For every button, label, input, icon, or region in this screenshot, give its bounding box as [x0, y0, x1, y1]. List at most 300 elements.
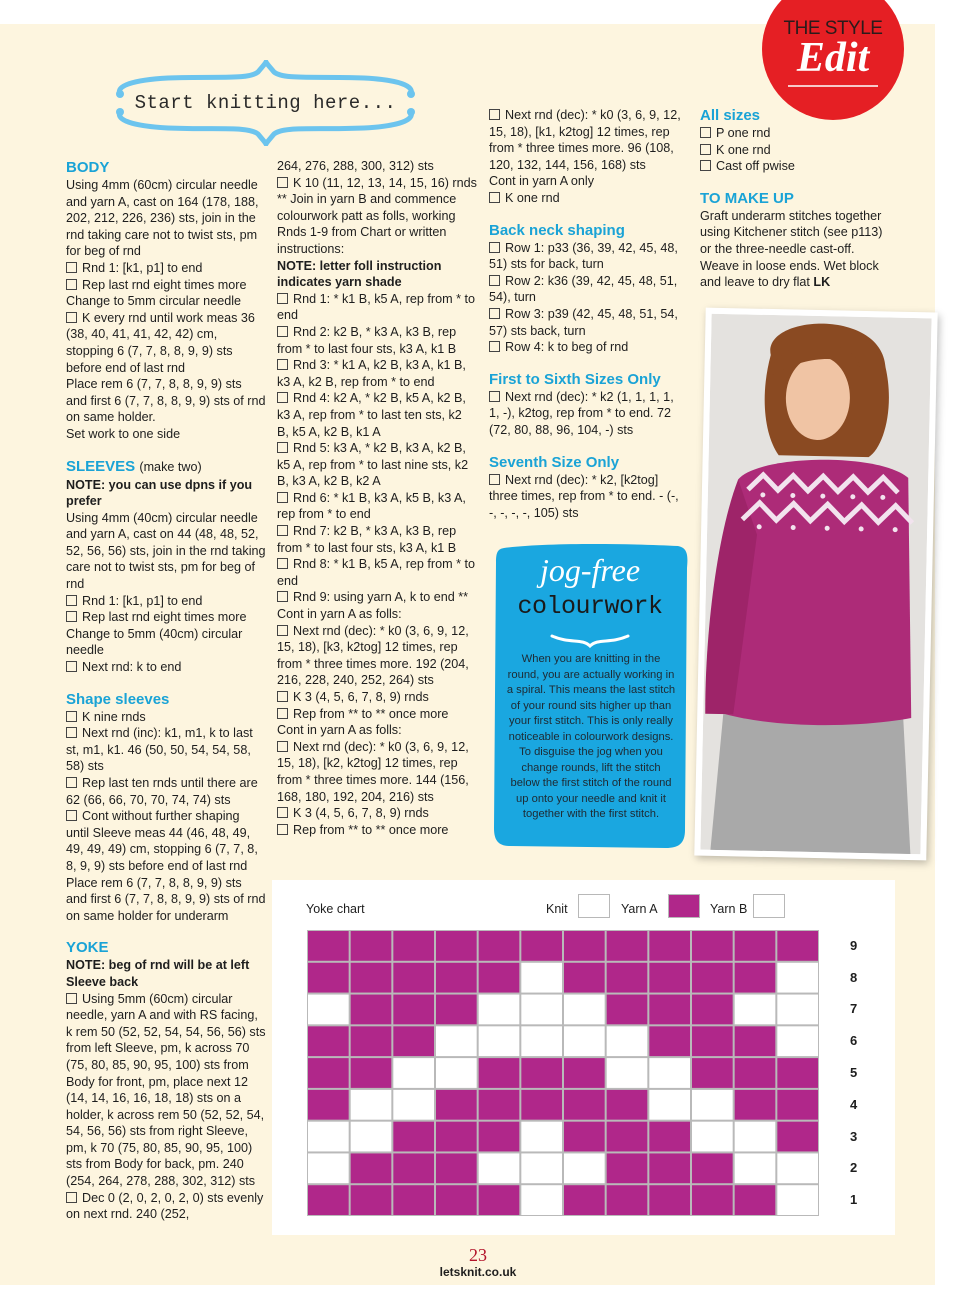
legend-label-yarn-b: Yarn B — [710, 902, 748, 916]
instruction-text: Rnd 1: * k1 B, k5 A, rep from * to end — [277, 291, 475, 323]
checkbox-icon[interactable] — [489, 341, 500, 352]
chart-cell-yarn-a — [692, 931, 733, 961]
instruction-line — [66, 725, 266, 775]
banner-text: Start knitting here... — [134, 92, 397, 114]
chart-cell-yarn-a — [692, 1153, 733, 1183]
instruction-line — [66, 177, 266, 260]
checkbox-icon[interactable] — [66, 661, 77, 672]
chart-cell-yarn-b — [436, 1058, 477, 1088]
instruction-text: K one rnd — [505, 190, 560, 205]
instruction-text: Place rem 6 (7, 7, 8, 8, 9, 9) sts and first 6 (7, 7, 8, 8, 9, 9) sts of rnd on same holder. — [66, 377, 266, 425]
heading-first-sixth: First to Sixth Sizes Only — [489, 370, 661, 388]
instruction-list — [66, 709, 266, 925]
instruction-list — [66, 991, 266, 1223]
instruction-text: K nine rnds — [82, 709, 146, 724]
chart-cell-yarn-a — [607, 931, 648, 961]
chart-cell-yarn-a — [649, 1153, 690, 1183]
instruction-line — [700, 142, 896, 159]
chart-cell-yarn-a — [607, 1153, 648, 1183]
chart-cell-yarn-a — [607, 995, 648, 1025]
instruction-text: K every rnd until work meas 36 (38, 40, 41, 41, 42, 42) cm, stopping 6 (7, 7, 8, 8, 9, 9) sts before end of last rnd — [66, 310, 255, 375]
jog-title-type: colourwork — [517, 592, 663, 621]
instruction-text: Dec 0 (2, 0, 2, 0, 2, 0) sts evenly on next rnd. 240 (252, — [66, 1190, 264, 1222]
column-2 — [277, 158, 477, 838]
instruction-line — [277, 523, 477, 556]
chart-cell-yarn-a — [777, 1090, 818, 1120]
checkbox-icon[interactable] — [277, 591, 288, 602]
chart-row-label: 3 — [850, 1128, 858, 1144]
instruction-line — [277, 822, 477, 839]
jog-title-script: jog-free — [539, 552, 641, 588]
instruction-line — [489, 472, 685, 522]
instruction-line — [277, 589, 477, 606]
instruction-line — [277, 158, 477, 175]
chart-cell-yarn-a — [351, 1058, 392, 1088]
instruction-text: Using 4mm (40cm) circular needle and yarn A, cast on 44 (48, 48, 52, 52, 56, 56) sts, join in the rnd taking care not to twist sts, pm for beg of rnd — [66, 510, 266, 592]
chart-cell-yarn-b — [564, 1153, 605, 1183]
chart-cell-yarn-b — [649, 1058, 690, 1088]
chart-cell-yarn-a — [436, 1122, 477, 1152]
instruction-text: Rnd 3: * k1 A, k2 B, k3 A, k1 B, k3 A, k2 B, rep from * to end — [277, 358, 466, 389]
instruction-text: Next rnd: k to end — [82, 660, 182, 675]
instruction-line — [277, 623, 477, 689]
instruction-text: Using 5mm (60cm) circular needle, yarn A and with RS facing, k rem 50 (52, 52, 54, 54, 56, 56) sts from left Sleeve, pm, k across 70 (75, 80, 85, 90, 95, 100) sts from Body for front, pm, place next 12 (14, 14, 16, 16, 18, 18) sts on a holder, k across rem 50 (52, 52, 54, 54, 56, 56) sts from right Sleeve, pm, k 70 (75, 80, 85, 90, 95, 100) sts from Body for back, pm. 240 (254, 264, 278, 288, 302, 312) sts — [66, 991, 266, 1189]
chart-cell-yarn-b — [607, 1026, 648, 1056]
chart-row-label: 1 — [850, 1192, 858, 1208]
chart-cell-yarn-a — [649, 1026, 690, 1056]
instruction-text: Using 4mm (60cm) circular needle and yarn A, cast on 164 (178, 188, 202, 212, 226, 236) sts, join in the rnd taking care not to twist sts, pm for beg of rnd — [66, 178, 259, 259]
chart-cell-yarn-b — [351, 1090, 392, 1120]
chart-cell-yarn-b — [607, 1058, 648, 1088]
chart-cell-yarn-b — [479, 1153, 520, 1183]
chart-cell-yarn-a — [777, 1122, 818, 1152]
chart-cell-yarn-b — [308, 1122, 349, 1152]
make-up-text — [700, 208, 896, 291]
instruction-line — [277, 722, 477, 739]
checkbox-icon[interactable] — [277, 492, 288, 503]
make-up-body: Graft underarm stitches together using Kitchener stitch (see p113) or the three-needle cast-off. Weave in loose ends. Wet block and leave to dry flat — [700, 208, 883, 290]
instruction-line — [277, 440, 477, 490]
instruction-text: Rep from ** to ** once more — [293, 706, 449, 721]
chart-cell-yarn-a — [735, 1185, 776, 1215]
checkbox-icon[interactable] — [277, 177, 288, 188]
instruction-line — [66, 875, 266, 925]
chart-cell-yarn-a — [607, 1185, 648, 1215]
site-url: letsknit.co.uk — [439, 1265, 517, 1279]
yoke-chart-panel — [272, 880, 895, 1235]
instruction-line — [277, 739, 477, 805]
model-photo — [694, 308, 937, 861]
chart-cell-yarn-b — [521, 963, 562, 993]
chart-cell-yarn-a — [521, 1058, 562, 1088]
checkbox-icon[interactable] — [277, 824, 288, 835]
chart-cell-yarn-a — [351, 1153, 392, 1183]
chart-cell-yarn-b — [777, 995, 818, 1025]
yoke-chart-grid — [307, 930, 819, 1216]
instruction-text: Next rnd (inc): k1, m1, k to last st, m1, k1. 46 (50, 50, 54, 54, 58, 58) sts — [66, 726, 253, 774]
chart-row-label: 2 — [850, 1160, 858, 1176]
chart-cell-yarn-b — [393, 1090, 434, 1120]
chart-cell-yarn-a — [351, 963, 392, 993]
note-letter: NOTE: letter foll instruction indicates yarn shade — [277, 258, 442, 290]
model-wearing-sweater-photo-icon — [700, 314, 931, 854]
checkbox-icon[interactable] — [700, 160, 711, 171]
instruction-line — [489, 240, 685, 273]
jog-free-tip-box — [490, 540, 690, 852]
chart-cell-yarn-a — [436, 931, 477, 961]
chart-cell-yarn-a — [308, 1185, 349, 1215]
chart-cell-yarn-b — [777, 1026, 818, 1056]
checkbox-icon[interactable] — [66, 595, 77, 606]
instruction-line — [277, 689, 477, 706]
checkbox-icon[interactable] — [277, 807, 288, 818]
checkbox-icon[interactable] — [277, 392, 288, 403]
chart-cell-yarn-b — [564, 1026, 605, 1056]
chart-row-label: 6 — [850, 1033, 858, 1049]
chart-row-label: 9 — [850, 937, 858, 953]
chart-cell-yarn-a — [692, 1058, 733, 1088]
jog-body-text: When you are knitting in the round, you are actually working in a spiral. This means the last stitch of your round sits higher up than your first stitch. This is only really noticeable in colourwork designs. To disguise the jog when you change rounds, lift the stitch below the first stitch of the round up onto your needle and knit it together with the first stitch. — [506, 653, 676, 820]
chart-cell-yarn-a — [393, 1026, 434, 1056]
heading-seventh: Seventh Size Only — [489, 453, 620, 471]
instruction-text: K 3 (4, 5, 6, 7, 8, 9) rnds — [293, 690, 429, 704]
instruction-text: Next rnd (dec): * k0 (3, 6, 9, 12, 15, 18), [k1, k2tog] 12 times, rep from * three times more. 96 (108, 120, 132, 144, 156, 168) sts — [489, 108, 681, 172]
checkbox-icon[interactable] — [277, 359, 288, 370]
chart-cell-yarn-b — [777, 963, 818, 993]
chart-cell-yarn-b — [479, 995, 520, 1025]
instruction-list — [66, 177, 266, 443]
chart-cell-yarn-a — [649, 995, 690, 1025]
chart-cell-yarn-a — [564, 931, 605, 961]
checkbox-icon[interactable] — [277, 326, 288, 337]
checkbox-icon[interactable] — [489, 242, 500, 253]
instruction-line — [277, 490, 477, 523]
legend-swatch-yarn-b — [753, 894, 785, 918]
instruction-text: K 3 (4, 5, 6, 7, 8, 9) rnds — [293, 806, 429, 821]
chart-cell-yarn-a — [308, 1026, 349, 1056]
instruction-line — [489, 306, 685, 339]
chart-cell-yarn-b — [308, 1153, 349, 1183]
chart-cell-yarn-a — [692, 963, 733, 993]
instruction-line — [66, 1190, 266, 1223]
instruction-line — [66, 260, 266, 277]
chart-cell-yarn-a — [393, 995, 434, 1025]
chart-cell-yarn-a — [735, 963, 776, 993]
note-yoke: NOTE: beg of rnd will be at left Sleeve back — [66, 958, 250, 989]
checkbox-icon[interactable] — [489, 391, 500, 402]
chart-cell-yarn-b — [777, 1185, 818, 1215]
checkbox-icon[interactable] — [66, 611, 77, 622]
checkbox-icon[interactable] — [66, 312, 77, 323]
chart-cell-yarn-a — [692, 995, 733, 1025]
instruction-text: Next rnd (dec): * k0 (3, 6, 9, 12, 15, 18), [k2, k2tog] 12 times, rep from * three times more. 144 (156, 168, 180, 192, 204, 216) sts — [277, 739, 469, 804]
instruction-text: K 10 (11, 12, 13, 14, 15, 16) rnds — [293, 175, 477, 190]
chart-cell-yarn-b — [564, 995, 605, 1025]
chart-cell-yarn-a — [564, 1058, 605, 1088]
chart-row-label: 8 — [850, 969, 858, 985]
instruction-line — [489, 190, 685, 207]
signoff: LK — [813, 275, 831, 290]
badge-top-text: THE STYLE — [783, 18, 883, 39]
column-3 — [489, 107, 685, 521]
chart-cell-yarn-a — [649, 963, 690, 993]
instruction-list — [277, 158, 477, 258]
instruction-text: Rep last ten rnds until there are 62 (66, 66, 70, 70, 74, 74) sts — [66, 776, 258, 807]
instruction-text: Cont without further shaping until Sleeve meas 44 (46, 48, 49, 49, 49, 49) cm, stopping 6 (7, 7, 8, 8, 9, 9) sts before end of last rnd — [66, 809, 258, 873]
chart-cell-yarn-a — [436, 963, 477, 993]
chart-cell-yarn-b — [692, 1122, 733, 1152]
chart-cell-yarn-a — [351, 931, 392, 961]
instruction-text: Cast off pwise — [716, 159, 795, 174]
chart-cell-yarn-a — [351, 995, 392, 1025]
column-1 — [66, 158, 266, 1223]
checkbox-icon[interactable] — [66, 777, 77, 788]
chart-cell-yarn-a — [521, 1090, 562, 1120]
instruction-line — [66, 775, 266, 808]
chart-cell-yarn-a — [479, 963, 520, 993]
chart-cell-yarn-a — [564, 1185, 605, 1215]
instruction-line — [66, 293, 266, 310]
chart-cell-yarn-a — [564, 1090, 605, 1120]
checkbox-icon[interactable] — [66, 279, 77, 290]
chart-cell-yarn-a — [436, 1185, 477, 1215]
instruction-text: Change to 5mm (40cm) circular needle — [66, 626, 243, 658]
chart-cell-yarn-b — [735, 1153, 776, 1183]
chart-cell-yarn-a — [479, 1058, 520, 1088]
chart-cell-yarn-a — [735, 1026, 776, 1056]
chart-cell-yarn-b — [521, 1185, 562, 1215]
instruction-line — [277, 357, 477, 390]
chart-cell-yarn-a — [436, 1153, 477, 1183]
chart-cell-yarn-a — [479, 1185, 520, 1215]
checkbox-icon[interactable] — [489, 192, 500, 203]
instruction-text: P one rnd — [716, 126, 771, 140]
instruction-line — [277, 706, 477, 723]
instruction-line — [700, 158, 896, 175]
instruction-text: Rnd 1: [k1, p1] to end — [82, 260, 203, 275]
instruction-line — [489, 273, 685, 306]
chart-cell-yarn-a — [393, 963, 434, 993]
chart-cell-yarn-a — [649, 931, 690, 961]
checkbox-icon[interactable] — [277, 293, 288, 304]
heading-yoke: YOKE — [66, 939, 109, 957]
instruction-line — [277, 390, 477, 440]
page-number: 23 — [469, 1245, 487, 1265]
chart-cell-yarn-a — [564, 1122, 605, 1152]
instruction-line — [66, 426, 266, 443]
chart-cell-yarn-a — [393, 1153, 434, 1183]
chart-cell-yarn-a — [436, 1090, 477, 1120]
chart-cell-yarn-b — [308, 995, 349, 1025]
instruction-line — [277, 556, 477, 589]
checkbox-icon[interactable] — [66, 711, 77, 722]
checkbox-icon[interactable] — [277, 442, 288, 453]
instruction-line — [66, 376, 266, 426]
checkbox-icon[interactable] — [277, 741, 288, 752]
chart-cell-yarn-a — [777, 931, 818, 961]
instruction-text: Row 4: k to beg of rnd — [505, 340, 629, 355]
instruction-text: Rnd 5: k3 A, * k2 B, k3 A, k2 B, k5 A, rep from * to last nine sts, k2 B, k3 A, k2 B, k2 A — [277, 441, 469, 489]
instruction-line — [66, 310, 266, 376]
chart-cell-yarn-a — [351, 1026, 392, 1056]
instruction-text: Rnd 8: * k1 B, k5 A, rep from * to end — [277, 557, 475, 588]
chart-cell-yarn-a — [393, 1185, 434, 1215]
instruction-text: Rnd 7: k2 B, * k3 A, k3 B, rep from * to last four sts, k3 A, k1 B — [277, 524, 457, 555]
checkbox-icon[interactable] — [700, 144, 711, 155]
chart-cell-yarn-b — [777, 1153, 818, 1183]
heading-make-up: TO MAKE UP — [700, 189, 794, 207]
checkbox-icon[interactable] — [489, 474, 500, 485]
instruction-list — [489, 389, 685, 439]
chart-cell-yarn-a — [308, 1090, 349, 1120]
instruction-text: Rnd 6: * k1 B, k3 A, k5 B, k3 A, rep from * to end — [277, 490, 466, 522]
instruction-line — [66, 609, 266, 626]
checkbox-icon[interactable] — [66, 810, 77, 821]
instruction-text: Row 3: p39 (42, 45, 48, 51, 54, 57) sts back, turn — [489, 306, 678, 338]
chart-cell-yarn-a — [479, 1122, 520, 1152]
instruction-text: Next rnd (dec): * k2 (1, 1, 1, 1, 1, -), k2tog, rep from * to end. 72 (72, 80, 88, 96, 104, -) sts — [489, 389, 674, 437]
chart-cell-yarn-a — [777, 1058, 818, 1088]
heading-back-neck: Back neck shaping — [489, 221, 625, 239]
instruction-list — [489, 472, 685, 522]
checkbox-icon[interactable] — [277, 558, 288, 569]
instruction-text: Change to 5mm circular needle — [66, 294, 242, 309]
chart-title: Yoke chart — [306, 902, 365, 916]
chart-cell-yarn-a — [393, 931, 434, 961]
chart-cell-yarn-a — [564, 963, 605, 993]
checkbox-icon[interactable] — [277, 708, 288, 719]
chart-cell-yarn-b — [649, 1090, 690, 1120]
checkbox-icon[interactable] — [277, 625, 288, 636]
heading-shape-sleeves: Shape sleeves — [66, 690, 170, 708]
instruction-text: Next rnd (dec): * k0 (3, 6, 9, 12, 15, 18), [k3, k2tog] 12 times, rep from * three times more. 192 (204, 216, 228, 240, 252, 264) sts — [277, 623, 469, 688]
instruction-text: Rep last rnd eight times more — [82, 610, 247, 625]
instruction-text: ** Join in yarn B and commence colourwork patt as folls, working Rnds 1-9 from Chart or written instructions: — [277, 192, 457, 256]
instruction-list — [700, 125, 896, 175]
chart-cell-yarn-a — [351, 1185, 392, 1215]
instruction-line — [66, 626, 266, 659]
instruction-text: Rnd 2: k2 B, * k3 A, k3 B, rep from * to last four sts, k3 A, k1 B — [277, 324, 457, 356]
heading-sleeves-text: SLEEVES — [66, 457, 136, 475]
checkbox-icon[interactable] — [66, 1192, 77, 1203]
column-4 — [700, 106, 896, 291]
instruction-list — [66, 510, 266, 676]
chart-cell-yarn-b — [351, 1122, 392, 1152]
chart-cell-yarn-a — [308, 931, 349, 961]
instruction-line — [700, 125, 896, 142]
instruction-line — [277, 805, 477, 822]
checkbox-icon[interactable] — [66, 262, 77, 273]
instruction-list — [489, 240, 685, 356]
instruction-line — [66, 593, 266, 610]
chart-cell-yarn-a — [479, 931, 520, 961]
chart-cell-yarn-a — [436, 995, 477, 1025]
chart-cell-yarn-b — [521, 1122, 562, 1152]
chart-cell-yarn-b — [521, 1026, 562, 1056]
checkbox-icon[interactable] — [66, 727, 77, 738]
instruction-line — [277, 191, 477, 257]
instruction-text: Row 2: k36 (39, 42, 45, 48, 51, 54), turn — [489, 273, 678, 305]
instruction-text: Rep last rnd eight times more — [82, 277, 247, 292]
chart-cell-yarn-b — [479, 1026, 520, 1056]
chart-cell-yarn-b — [393, 1058, 434, 1088]
chart-cell-yarn-b — [436, 1026, 477, 1056]
start-knitting-banner — [108, 60, 423, 146]
chart-cell-yarn-b — [521, 995, 562, 1025]
legend-swatch-knit — [578, 894, 610, 918]
checkbox-icon[interactable] — [700, 127, 711, 138]
chart-cell-yarn-a — [649, 1122, 690, 1152]
checkbox-icon[interactable] — [66, 993, 77, 1004]
instruction-line — [66, 808, 266, 874]
badge-underline — [788, 85, 878, 87]
instruction-line — [277, 324, 477, 357]
legend-label-knit: Knit — [546, 902, 568, 916]
instruction-text: 264, 276, 288, 300, 312) sts — [277, 159, 434, 173]
instruction-line — [66, 991, 266, 1190]
chart-cell-yarn-a — [735, 931, 776, 961]
instruction-text: Row 1: p33 (36, 39, 42, 45, 48, 51) sts for back, turn — [489, 240, 678, 272]
chart-cell-yarn-a — [692, 1026, 733, 1056]
heading-body: BODY — [66, 159, 110, 176]
instruction-list — [277, 291, 477, 839]
chart-cell-yarn-a — [649, 1185, 690, 1215]
chart-cell-yarn-a — [692, 1185, 733, 1215]
chart-cell-yarn-a — [607, 1122, 648, 1152]
checkbox-icon[interactable] — [489, 275, 500, 286]
instruction-line — [489, 339, 685, 356]
instruction-text: Rnd 4: k2 A, * k2 B, k5 A, k2 B, k3 A, rep from * to last ten sts, k2 B, k5 A, k2 B, k1 A — [277, 391, 466, 439]
instruction-line — [277, 291, 477, 324]
instruction-text: Rnd 9: using yarn A, k to end ** — [293, 590, 469, 605]
instruction-line — [277, 606, 477, 623]
instruction-line — [489, 107, 685, 173]
instruction-line — [489, 173, 685, 190]
chart-row-label: 7 — [850, 1001, 858, 1017]
instruction-text: Cont in yarn A as folls: — [277, 723, 402, 738]
chart-cell-yarn-b — [692, 1090, 733, 1120]
note-sleeves: NOTE: you can use dpns if you prefer — [66, 477, 253, 509]
instruction-text: K one rnd — [716, 142, 771, 157]
heading-sleeves-sub: (make two) — [139, 459, 202, 474]
instruction-list — [489, 107, 685, 207]
instruction-text: Rep from ** to ** once more — [293, 822, 449, 837]
checkbox-icon[interactable] — [489, 109, 500, 120]
instruction-line — [489, 389, 685, 439]
chart-cell-yarn-b — [735, 1122, 776, 1152]
chart-cell-yarn-a — [308, 963, 349, 993]
chart-row-label: 5 — [850, 1065, 858, 1080]
instruction-text: Set work to one side — [66, 426, 181, 441]
instruction-line — [66, 709, 266, 726]
instruction-text: Cont in yarn A only — [489, 174, 595, 189]
checkbox-icon[interactable] — [489, 308, 500, 319]
instruction-line — [66, 510, 266, 593]
heading-all-sizes: All sizes — [700, 107, 761, 124]
checkbox-icon[interactable] — [277, 691, 288, 702]
chart-cell-yarn-a — [308, 1058, 349, 1088]
chart-row-label: 4 — [850, 1096, 858, 1112]
chart-cell-yarn-a — [393, 1122, 434, 1152]
instruction-line — [66, 659, 266, 676]
legend-swatch-yarn-a — [668, 894, 700, 918]
chart-cell-yarn-a — [607, 1090, 648, 1120]
instruction-text: Next rnd (dec): * k2, [k2tog] three times, rep from * to end. - (-, -, -, -, -, 105) sts — [489, 472, 679, 520]
checkbox-icon[interactable] — [277, 525, 288, 536]
instruction-text: Place rem 6 (7, 7, 8, 8, 9, 9) sts and first 6 (7, 7, 8, 8, 9, 9) sts of rnd on same holder for underarm — [66, 875, 266, 923]
chart-cell-yarn-b — [735, 995, 776, 1025]
badge-main-text: Edit — [796, 35, 870, 81]
